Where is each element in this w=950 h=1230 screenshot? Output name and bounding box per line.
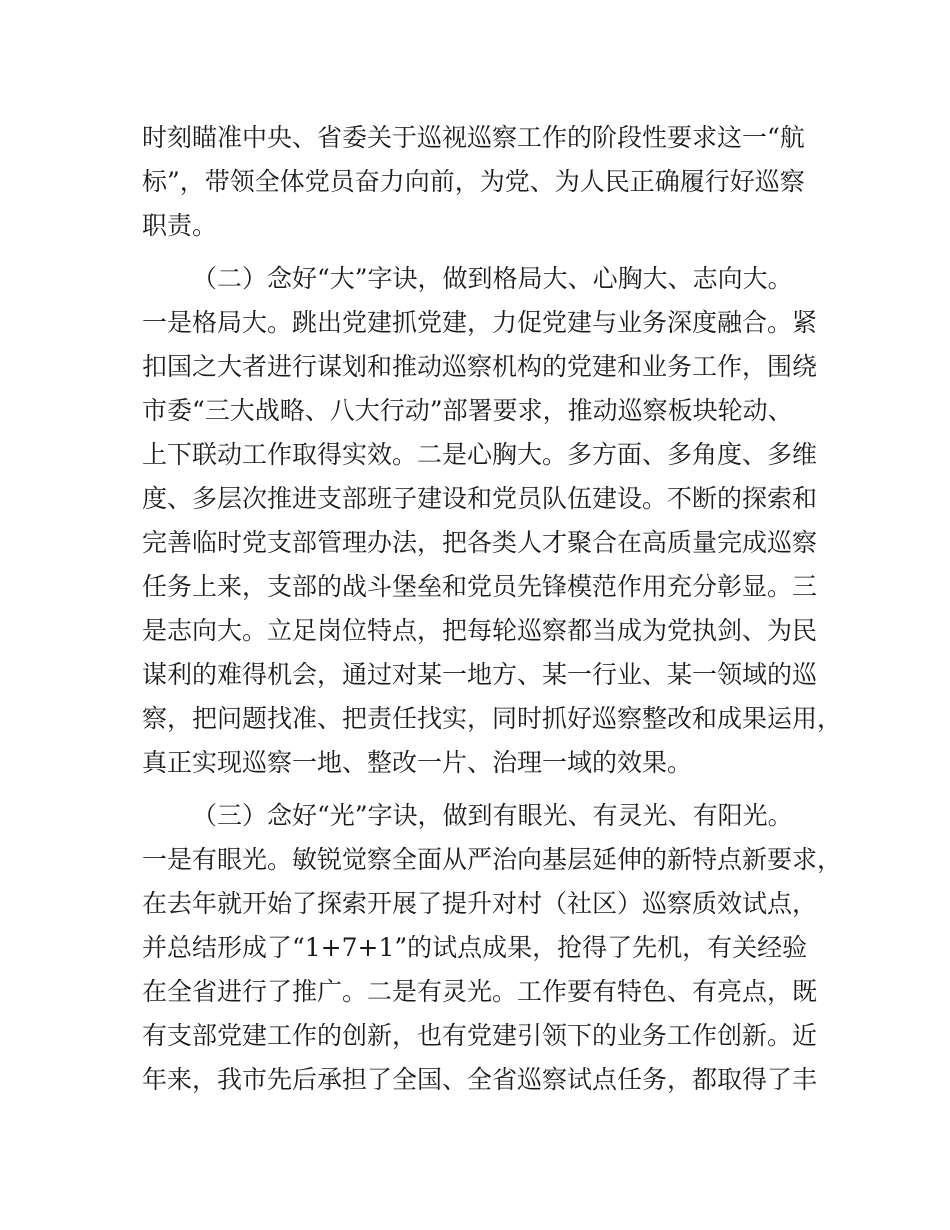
text-line: 在全省进行了推广。二是有灵光。工作要有特色、有亮点，既 (142, 977, 818, 1006)
text-line: 上下联动工作取得实效。二是心胸大。多方面、多角度、多维 (142, 440, 818, 469)
text-line: 度、多层次推进支部班子建设和党员队伍建设。不断的探索和 (142, 484, 818, 513)
text-line: 职责。 (142, 211, 218, 240)
text-line: 真正实现巡察一地、整改一片、治理一域的效果。 (142, 748, 693, 777)
text-line: 有支部党建工作的创新，也有党建引领下的业务工作创新。近 (142, 1021, 818, 1050)
text-line: 时刻瞄准中央、省委关于巡视巡察工作的阶段性要求这一“航 (142, 123, 805, 152)
document-body (142, 116, 843, 1102)
text-line: 谋利的难得机会，通过对某一地方、某一行业、某一领域的巡 (142, 660, 818, 689)
text-line: 标”，带领全体党员奋力向前，为党、为人民正确履行好巡察 (142, 167, 805, 196)
text-line: 一是格局大。跳出党建抓党建，力促党建与业务深度融合。紧 (142, 308, 818, 337)
text-line: 扣国之大者进行谋划和推动巡察机构的党建和业务工作，围绕 (142, 352, 818, 381)
text-line: 年来，我市先后承担了全国、全省巡察试点任务，都取得了丰 (142, 1065, 818, 1094)
paragraph-2 (142, 257, 843, 785)
paragraph-3 (142, 794, 843, 1102)
text-line: 并总结形成了“1+7+1”的试点成果，抢得了先机，有关经验 (142, 933, 808, 962)
section-heading-line: （二）念好“大”字诀，做到格局大、心胸大、志向大。 (192, 264, 793, 293)
text-line: 在去年就开始了探索开展了提升对村（社区）巡察质效试点， (142, 889, 818, 918)
section-heading-line: （三）念好“光”字诀，做到有眼光、有灵光、有阳光。 (192, 801, 793, 830)
paragraph-1 (142, 116, 822, 248)
text-line: 完善临时党支部管理办法，把各类人才聚合在高质量完成巡察 (142, 528, 818, 557)
text-line: 市委“三大战略、八大行动”部署要求，推动巡察板块轮动、 (142, 396, 793, 425)
text-line: 是志向大。立足岗位特点，把每轮巡察都当成为党执剑、为民 (142, 616, 818, 645)
text-line: 察，把问题找准、把责任找实，同时抓好巡察整改和成果运用， (142, 704, 843, 733)
text-line: 任务上来，支部的战斗堡垒和党员先锋模范作用充分彰显。三 (142, 572, 818, 601)
text-line: 一是有眼光。敏锐觉察全面从严治向基层延伸的新特点新要求， (142, 845, 843, 874)
